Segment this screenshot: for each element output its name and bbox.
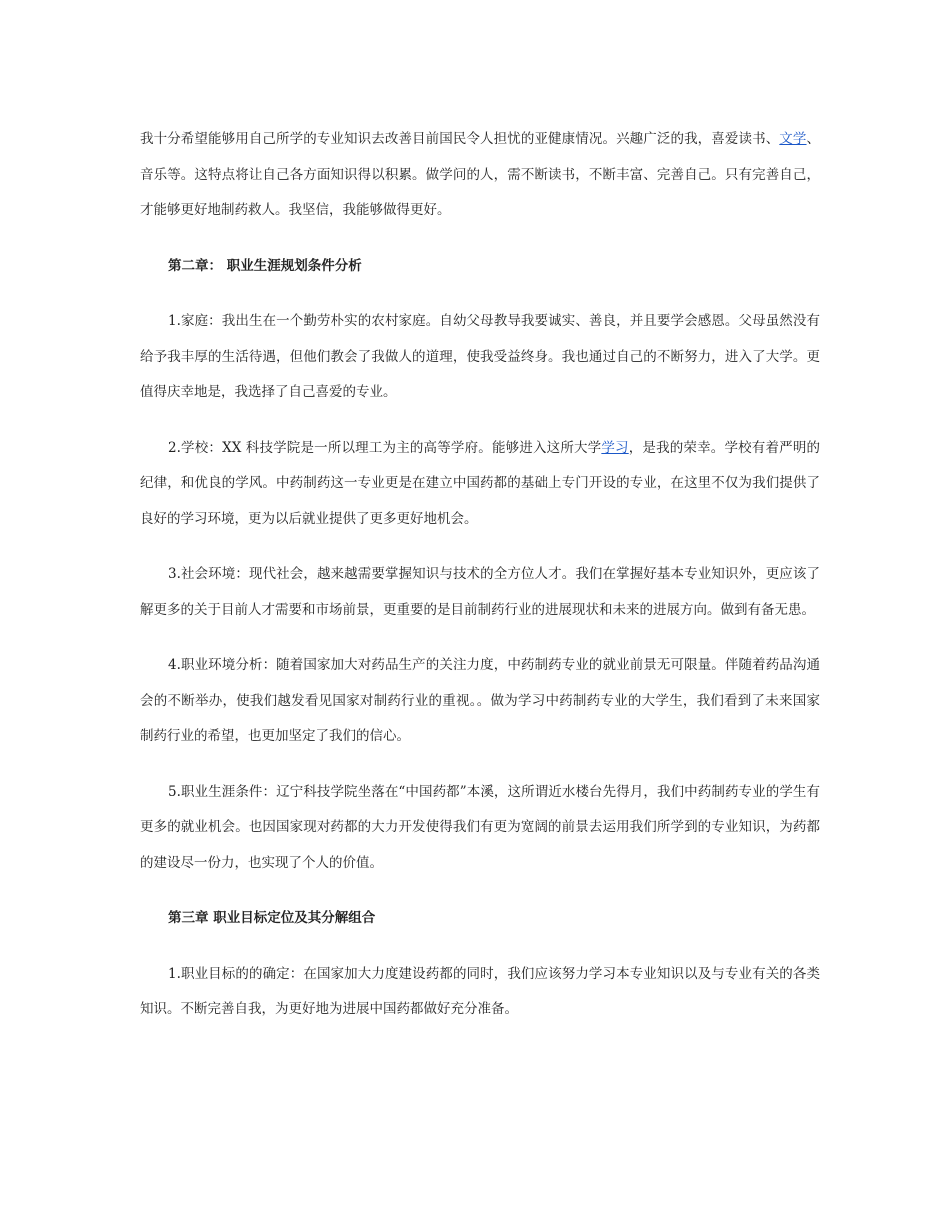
link-study[interactable]: 学习 [601, 439, 629, 456]
paragraph-school-text-a: 2.学校：XX 科技学院是一所以理工为主的高等学府。能够进入这所大学 [168, 439, 602, 456]
chapter-3-heading: 第三章 职业目标定位及其分解组合 [168, 910, 376, 926]
paragraph-career-goal: 1.职业目标的的确定：在国家加大力度建设药都的同时，我们应该努力学习本专业知识以及与专业有关的各类知识。不断完善自我，为更好地为进展中国药都做好充分准备。 [140, 965, 820, 1017]
paragraph-social-environment: 3.社会环境：现代社会，越来越需要掌握知识与技术的全方位人才。我们在掌握好基本专业知识外，更应该了解更多的关于目前人才需要和市场前景，更重要的是目前制药行业的进展现状和未来的进展方向。做到有备无患。 [140, 566, 820, 618]
link-literature[interactable]: 文学 [779, 131, 807, 147]
paragraph-family: 1.家庭：我出生在一个勤劳朴实的农村家庭。自幼父母教导我要诚实、善良，并且要学会感恩。父母虽然没有给予我丰厚的生活待遇，但他们教会了我做人的道理，使我受益终身。我也通过自己的不断努力，进入了大学。更值得庆幸地是，我选择了自己喜爱的专业。 [140, 313, 820, 400]
paragraph-school-text-b: ，是我的荣幸。学校有着严明的纪律，和优良的学风。中药制药这一专业更是在建立中国药都的基础上专门开设的专业，在这里不仅为我们提供了良好的学习环境，更为以后就业提供了更多更好地机会。 [140, 439, 821, 527]
paragraph-career-conditions: 5.职业生涯条件：辽宁科技学院坐落在“中国药都”本溪，这所谓近水楼台先得月，我们中药制药专业的学生有更多的就业机会。也因国家现对药都的大力开发使得我们有更为宽阔的前景去运用我们所学到的专业知识，为药都的建设尽一份力，也实现了个人的价值。 [140, 783, 820, 871]
paragraph-intro-text-b: 、音乐等。这特点将让自己各方面知识得以积累。做学问的人，需不断读书，不断丰富、完善自己。只有完善自己，才能够更好地制药救人。我坚信，我能够做得更好。 [140, 131, 821, 218]
chapter-2-heading: 第二章： 职业生涯规划条件分析 [168, 257, 362, 274]
paragraph-school [140, 431, 820, 538]
paragraph-intro [140, 122, 820, 229]
document-page [140, 122, 820, 1048]
paragraph-intro-text-a: 我十分希望能够用自己所学的专业知识去改善目前国民令人担忧的亚健康情况。兴趣广泛的我，喜爱读书、 [140, 131, 780, 147]
paragraph-career-environment: 4.职业环境分析：随着国家加大对药品生产的关注力度，中药制药专业的就业前景无可限量。伴随着药品沟通会的不断举办，使我们越发看见国家对制药行业的重视。。做为学习中药制药专业的大学生，我们看到了未来国家制药行业的希望，也更加坚定了我们的信心。 [140, 657, 820, 744]
